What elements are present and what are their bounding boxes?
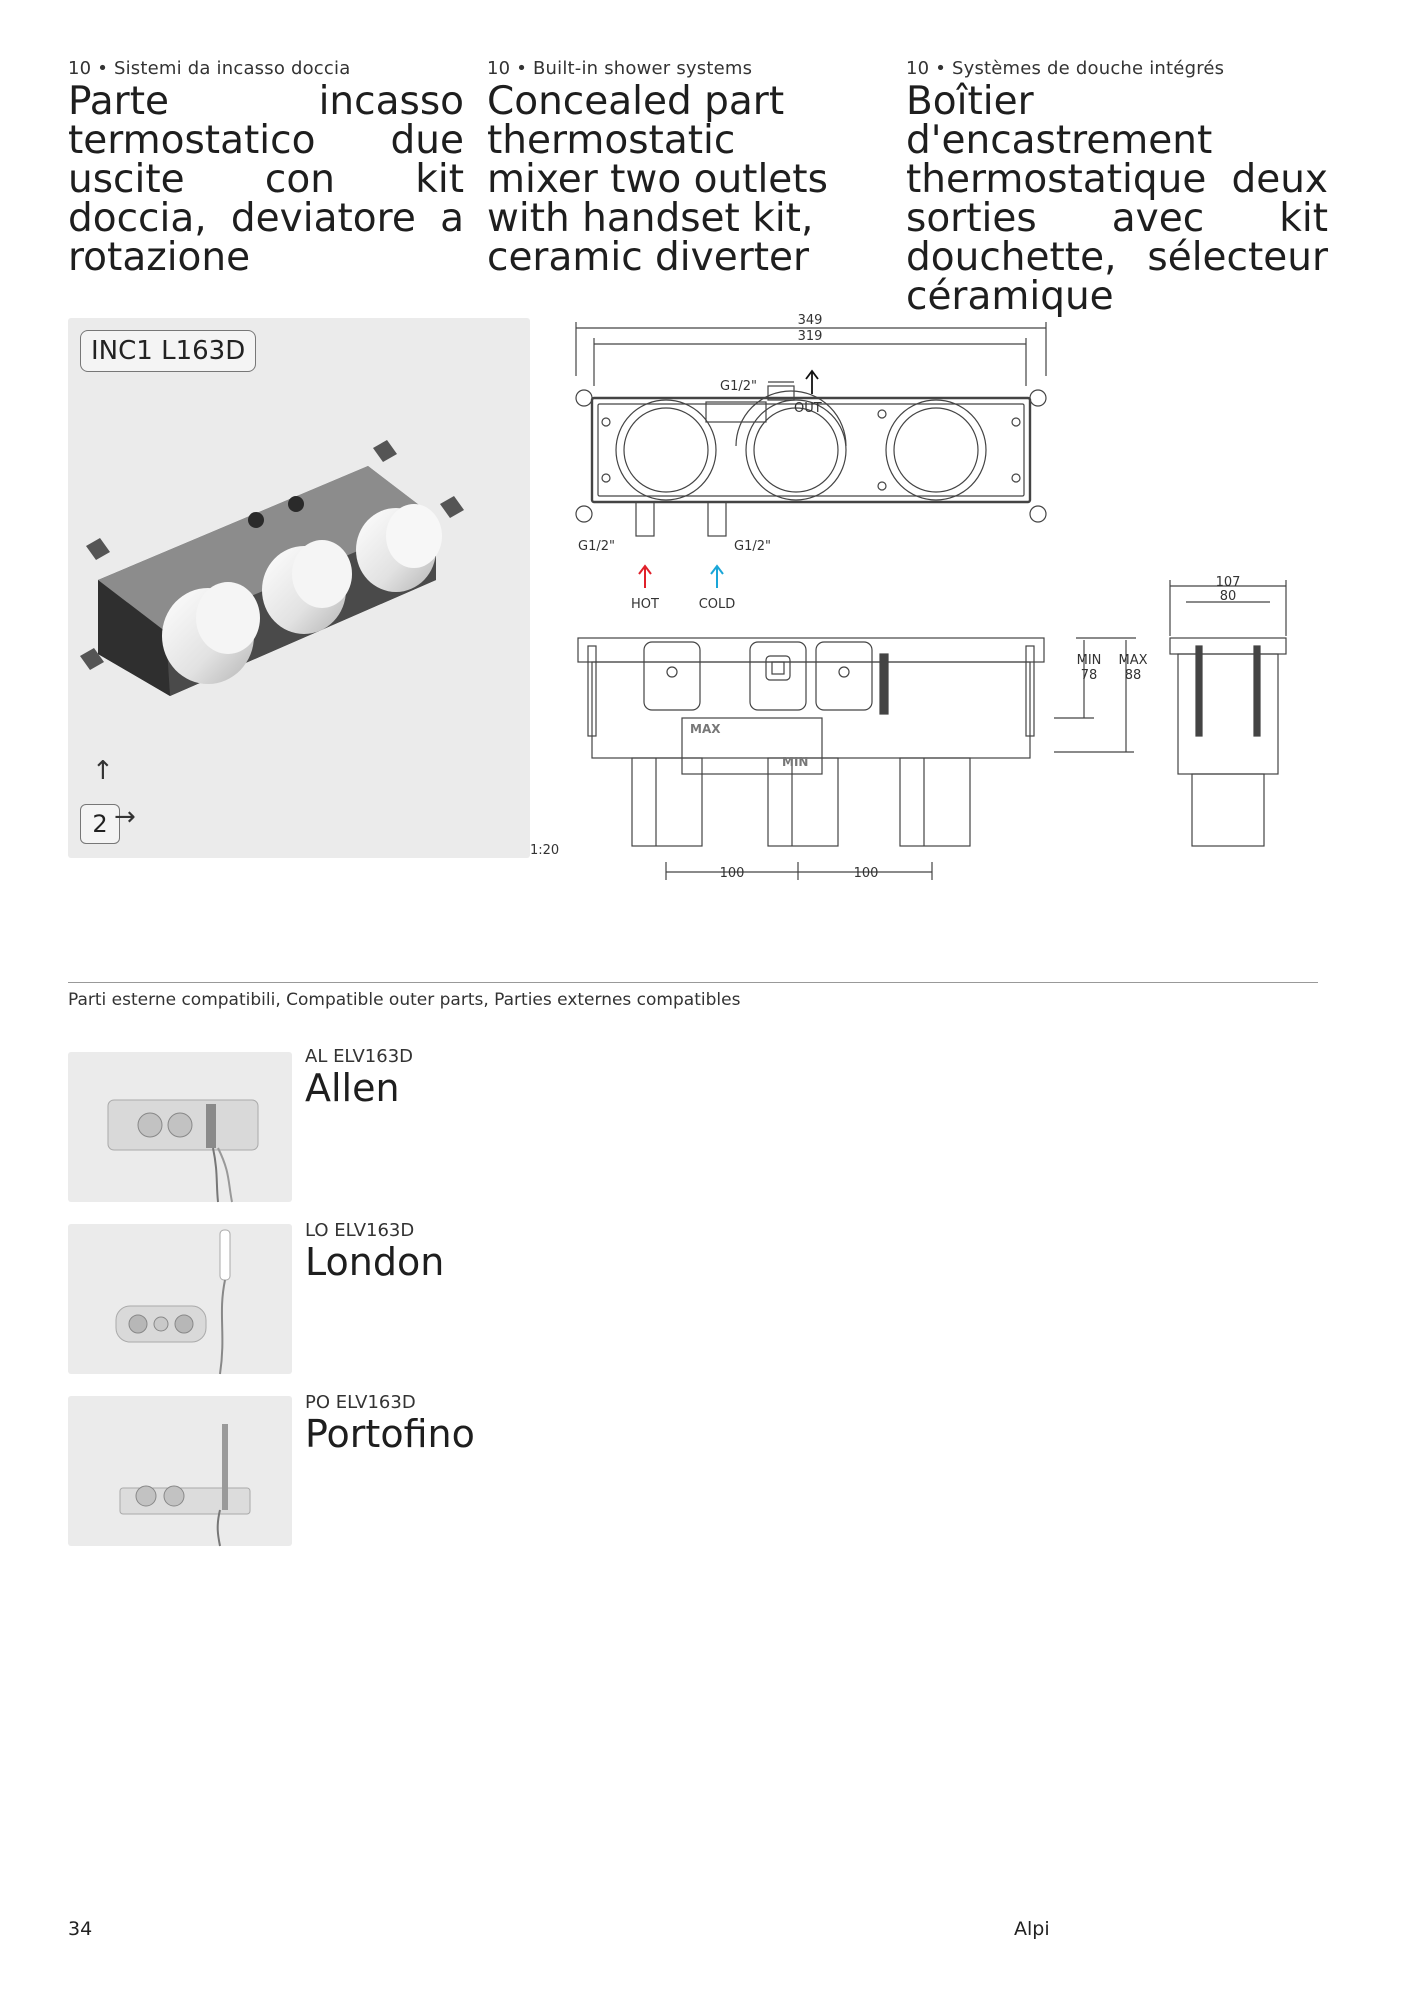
product-code-badge: INC1 L163D (80, 330, 256, 372)
quantity-badge: 2 (80, 804, 120, 844)
dim-outer-label: 349 (797, 313, 823, 328)
spacing-1-label: 100 (719, 866, 745, 881)
plate-min-label: MIN (782, 755, 809, 769)
product-title-it: Parte incasso termostatico due uscite con kit doccia, deviatore a rotazione (68, 79, 464, 280)
dim-inner-label: 319 (797, 329, 823, 344)
compatible-name: London (305, 1240, 445, 1284)
section-divider (68, 982, 1318, 983)
quantity-arrow-up-icon: ↑ (92, 756, 114, 786)
max-label: MAX (1118, 653, 1148, 668)
hot-arrow-icon (639, 566, 651, 588)
compatible-name: Allen (305, 1066, 400, 1110)
header-col-fr (906, 58, 1328, 319)
header-col-it (68, 58, 464, 280)
section-kicker-it: 10 • Sistemi da incasso doccia (68, 58, 351, 79)
section-kicker-en: 10 • Built-in shower systems (487, 58, 753, 79)
page-number: 34 (68, 1918, 93, 1940)
london-image (68, 1224, 292, 1374)
compatible-name: Portofino (305, 1412, 475, 1456)
min-value: 78 (1080, 668, 1098, 683)
product-photo-panel (68, 318, 530, 858)
portofino-image (68, 1396, 292, 1546)
section-kicker-fr: 10 • Systèmes de douche intégrés (906, 58, 1225, 79)
quantity-arrow-right-icon: → (114, 802, 136, 832)
hot-label: HOT (631, 597, 659, 612)
out-label: OUT (794, 401, 822, 416)
header-col-en (487, 58, 857, 280)
plate-max-label: MAX (690, 722, 721, 736)
scale-label: 1:20 (530, 843, 560, 858)
cold-arrow-icon (711, 566, 723, 588)
compatible-code: LO ELV163D (305, 1220, 415, 1241)
compatible-code: PO ELV163D (305, 1392, 416, 1413)
technical-drawing (530, 313, 1356, 896)
spacing-2-label: 100 (853, 866, 879, 881)
out-thread-label: G1/2" (720, 379, 757, 394)
concealed-body-image (68, 318, 530, 858)
compatible-heading: Parti esterne compatibili, Compatible outer parts, Parties externes compatibles (68, 990, 741, 1010)
cold-label: COLD (698, 597, 736, 612)
brand-name: Alpi (1014, 1918, 1050, 1940)
side-inner-label: 80 (1219, 589, 1237, 604)
cold-thread-label: G1/2" (734, 539, 771, 554)
min-label: MIN (1076, 653, 1102, 668)
hot-thread-label: G1/2" (578, 539, 615, 554)
allen-image (68, 1052, 292, 1202)
compatible-code: AL ELV163D (305, 1046, 414, 1067)
side-outer-label: 107 (1215, 575, 1241, 590)
product-title-en: Concealed part thermostatic mixer two outlets with handset kit, ceramic diverter (487, 79, 828, 280)
max-value: 88 (1124, 668, 1142, 683)
product-title-fr: Boîtier d'encastrement thermostatique deux sorties avec kit douchette, sélecteur céramique (906, 79, 1328, 319)
